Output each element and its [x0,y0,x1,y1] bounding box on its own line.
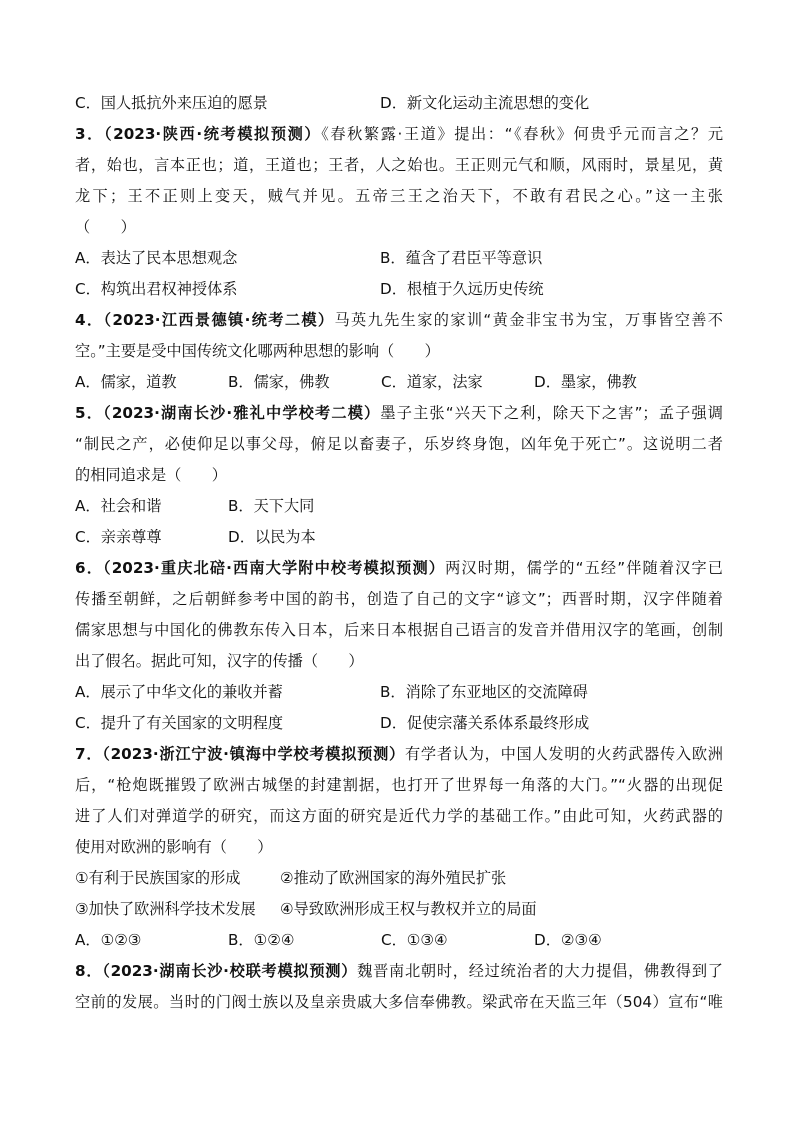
q3-stem-text-1: 《春秋繁露·王道》提出：“《春秋》何贵乎元而言之？元 [321,125,723,143]
exam-page [75,88,723,1018]
q7-item-4: ④导致欧洲形成王权与教权并立的局面 [280,900,537,918]
q5-option-d[interactable]: D．以民为本 [228,528,316,546]
q8-source: （2023·湖南长沙·校联考模拟预测） [102,962,358,980]
q7-stem-line-2: 后，“枪炮既摧毁了欧洲古城堡的封建割据，也打开了世界每一角落的大门。”“火器的出现促 [75,776,723,794]
q3-option-d[interactable]: D．根植于久远历史传统 [380,280,544,298]
q6-option-c[interactable]: C．提升了有关国家的文明程度 [75,714,284,732]
q4-source: （2023·江西景德镇·统考二模） [103,311,335,329]
q5-option-b[interactable]: B．天下大同 [228,497,315,515]
question-4 [75,305,723,398]
q4-option-b[interactable]: B．儒家，佛教 [228,373,330,391]
q6-stem-text-1: 两汉时期，儒学的“五经”伴随着汉字已 [445,559,723,577]
q5-stem-line-2: “制民之产，必使仰足以事父母，俯足以畜妻子，乐岁终身饱，凶年免于死亡”。这说明二者 [75,435,723,453]
q3-options-row-1 [75,243,723,274]
q2-options-row [75,88,723,119]
q8-number: 8． [75,962,103,980]
q7-options-row [75,925,723,956]
q2-option-c[interactable]: C．国人抵抗外来压迫的愿景 [75,94,268,112]
q4-stem-text-1: 马英九先生家的家训“黄金非宝书为宝，万事皆空善不 [334,311,723,329]
q6-stem-line-2: 传播至朝鲜，之后朝鲜参考中国的韵书，创造了自己的文字“谚文”；西晋时期，汉字伴随着 [75,590,723,608]
q6-source: （2023·重庆北碚·西南大学附中校考模拟预测） [103,559,446,577]
q3-options-row-2 [75,274,723,305]
q3-option-c[interactable]: C．构筑出君权神授体系 [75,280,238,298]
q2-option-d[interactable]: D．新文化运动主流思想的变化 [380,94,590,112]
q5-stem-line-3: 的相同追求是（ ） [75,466,227,484]
q8-stem-text-1: 魏晋南北朝时，经过统治者的大力提倡，佛教得到了 [357,962,723,980]
q8-stem-line-1 [75,956,723,987]
q3-stem-line-2: 者，始也，言本正也；道，王道也；王者，人之始也。王正则元气和顺，风雨时，景星见，黄 [75,156,723,174]
q7-stem-text-1: 有学者认为，中国人发明的火药武器传入欧洲 [404,745,723,763]
question-7 [75,739,723,956]
q5-number: 5． [75,404,104,422]
q4-options-row [75,367,723,398]
q7-item-2: ②推动了欧洲国家的海外殖民扩张 [280,869,507,887]
q7-option-b[interactable]: B．①②④ [228,931,295,949]
q8-stem-line-2: 空前的发展。当时的门阀士族以及皇亲贵戚大多信奉佛教。梁武帝在天监三年（504）宣布“唯 [75,993,723,1011]
q3-option-b[interactable]: B．蕴含了君臣平等意识 [380,249,543,267]
q6-option-a[interactable]: A．展示了中华文化的兼收并蓄 [75,683,283,701]
q6-option-b[interactable]: B．消除了东亚地区的交流障碍 [380,683,588,701]
q3-stem-line-3: 龙下；王不正则上变天，贼气并见。五帝三王之治天下，不敢有君民之心。”这一主张 [75,187,723,205]
q4-number: 4． [75,311,104,329]
q4-option-d[interactable]: D．墨家，佛教 [534,373,637,391]
q5-options-row-1 [75,491,723,522]
q7-stem-line-3: 进了人们对弹道学的研究，而这方面的研究是近代力学的基础工作。”由此可知，火药武器的 [75,807,723,825]
q4-option-a[interactable]: A．儒家，道教 [75,373,177,391]
q5-option-c[interactable]: C．亲亲尊尊 [75,528,162,546]
q7-option-a[interactable]: A．①②③ [75,931,142,949]
q5-options-row-2 [75,522,723,553]
q6-stem-line-4: 出了假名。据此可知，汉字的传播（ ） [75,652,364,670]
question-3 [75,119,723,305]
q7-items-row-2 [75,894,723,925]
q7-option-d[interactable]: D．②③④ [534,931,602,949]
q5-stem-line-1 [75,398,723,429]
q7-stem-line-4: 使用对欧洲的影响有（ ） [75,838,273,856]
question-8 [75,956,723,1018]
q7-item-1: ①有利于民族国家的形成 [75,869,241,887]
q4-stem-line-2: 空。”主要是受中国传统文化哪两种思想的影响（ ） [75,342,440,360]
q3-option-a[interactable]: A．表达了民本思想观念 [75,249,238,267]
q4-stem-line-1 [75,305,723,336]
q5-option-a[interactable]: A．社会和谐 [75,497,162,515]
q7-item-3: ③加快了欧洲科学技术发展 [75,900,256,918]
q6-options-row-1 [75,677,723,708]
q3-source: （2023·陕西·统考模拟预测） [103,125,322,143]
q3-stem-line-1 [75,119,723,150]
q5-stem-text-1: 墨子主张“兴天下之利，除天下之害”；孟子强调 [380,404,723,422]
q6-options-row-2 [75,708,723,739]
q6-stem-line-1 [75,553,723,584]
q3-number: 3． [75,125,104,143]
q6-stem-line-3: 儒家思想与中国化的佛教东传入日本，后来日本根据自己语言的发音并借用汉字的笔画，创制 [75,621,723,639]
q4-option-c[interactable]: C．道家，法家 [381,373,483,391]
question-6 [75,553,723,739]
q7-number: 7． [75,745,103,763]
question-5 [75,398,723,553]
q7-source: （2023·浙江宁波·镇海中学校考模拟预测） [102,745,405,763]
q5-source: （2023·湖南长沙·雅礼中学校考二模） [103,404,381,422]
q7-stem-line-1 [75,739,723,770]
q6-option-d[interactable]: D．促使宗藩关系体系最终形成 [380,714,590,732]
q3-stem-line-4: （ ） [75,218,136,236]
q7-items-row-1 [75,863,723,894]
q6-number: 6． [75,559,104,577]
q7-option-c[interactable]: C．①③④ [381,931,448,949]
